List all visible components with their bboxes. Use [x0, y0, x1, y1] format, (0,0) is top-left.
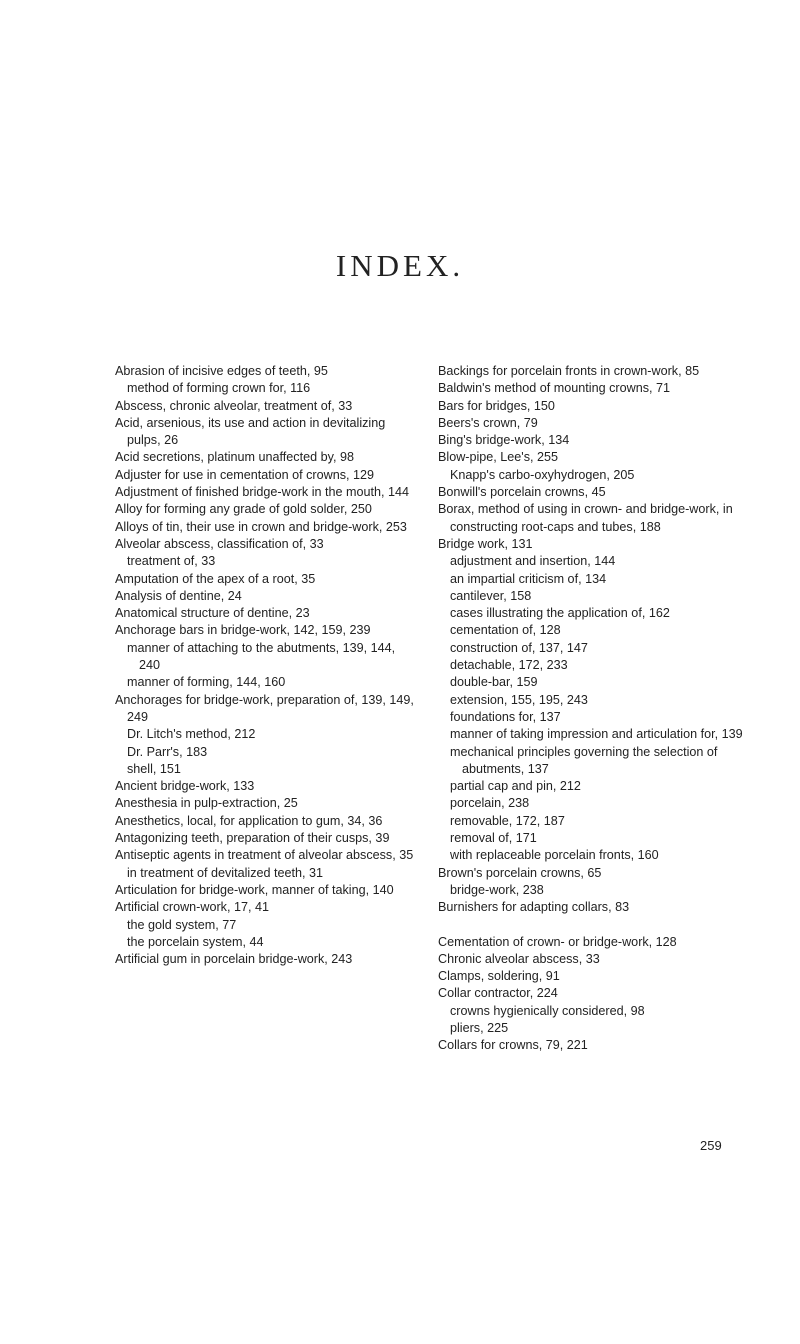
index-subentry: mechanical principles governing the selection of abutments, 137	[450, 744, 718, 776]
index-entry: Antiseptic agents in treatment of alveolar abscess, 35	[115, 848, 414, 863]
index-entry: Analysis of dentine, 24	[115, 588, 242, 603]
index-subentry: bridge-work, 238	[450, 882, 544, 897]
index-subentry: manner of forming, 144, 160	[127, 675, 286, 690]
index-subentry: Knapp's carbo-oxyhydrogen, 205	[450, 467, 635, 482]
index-entry: Abrasion of incisive edges of teeth, 95	[115, 364, 328, 378]
index-entry: Acid secretions, platinum unaffected by, 98	[115, 450, 354, 465]
index-entry: Anchorages for bridge-work, preparation of, 139, 149, 249	[115, 692, 414, 724]
page-title: INDEX.	[335, 248, 465, 283]
index-entry: Backings for porcelain fronts in crown-work, 85	[438, 364, 700, 378]
index-subentry: pliers, 225	[450, 1020, 509, 1035]
index-entry: Adjuster for use in cementation of crowns, 129	[115, 467, 375, 482]
index-entry: Burnishers for adapting collars, 83	[438, 900, 630, 915]
index-entry: Amputation of the apex of a root, 35	[115, 571, 316, 586]
index-subentry: double-bar, 159	[450, 675, 538, 690]
page-number: 259	[700, 1138, 722, 1153]
index-subentry: foundations for, 137	[450, 709, 561, 724]
index-subentry: removal of, 171	[450, 831, 537, 846]
index-entry: Alloys of tin, their use in crown and bridge-work, 253	[115, 519, 407, 534]
index-entry: Adjustment of finished bridge-work in the mouth, 144	[115, 485, 410, 500]
index-entry: Borax, method of using in crown- and bridge-work, in constructing root-caps and tubes, 188	[438, 502, 733, 534]
index-entry: Bing's bridge-work, 134	[438, 433, 570, 448]
index-subentry: method of forming crown for, 116	[127, 381, 311, 396]
index-entry: Bars for bridges, 150	[438, 398, 555, 413]
index-entry: Beers's crown, 79	[438, 415, 538, 430]
index-column-left	[115, 363, 415, 968]
index-subentry: construction of, 137, 147	[450, 640, 588, 655]
index-subentry: treatment of, 33	[127, 554, 216, 569]
index-subentry: extension, 155, 195, 243	[450, 692, 588, 707]
index-entry: Baldwin's method of mounting crowns, 71	[438, 381, 671, 396]
index-entry: Blow-pipe, Lee's, 255	[438, 450, 559, 465]
index-subentry: detachable, 172, 233	[450, 658, 568, 673]
index-entry: Alveolar abscess, classification of, 33	[115, 536, 324, 551]
index-subentry: in treatment of devitalized teeth, 31	[127, 865, 324, 880]
index-entry: Collar contractor, 224	[438, 986, 558, 1001]
index-entry: Abscess, chronic alveolar, treatment of, 33	[115, 398, 353, 413]
index-subentry: cases illustrating the application of, 162	[450, 606, 670, 621]
index-entry: Artificial gum in porcelain bridge-work, 243	[115, 952, 353, 967]
index-subentry: porcelain, 238	[450, 796, 530, 811]
index-column-right	[438, 363, 743, 1055]
index-subentry: the porcelain system, 44	[127, 934, 264, 949]
index-subentry: removable, 172, 187	[450, 813, 565, 828]
index-subentry: cementation of, 128	[450, 623, 561, 638]
index-subentry: cantilever, 158	[450, 588, 532, 603]
index-subentry: with replaceable porcelain fronts, 160	[450, 848, 659, 863]
index-subentry: manner of attaching to the abutments, 139, 144, 240	[127, 640, 396, 673]
index-entry: Antagonizing teeth, preparation of their cusps, 39	[115, 831, 390, 846]
index-subentry: Dr. Litch's method, 212	[127, 727, 256, 742]
index-subentry: adjustment and insertion, 144	[450, 554, 616, 569]
index-entry: Anatomical structure of dentine, 23	[115, 606, 310, 621]
index-entry: Bonwill's porcelain crowns, 45	[438, 485, 606, 500]
index-subentry: the gold system, 77	[127, 917, 237, 932]
section-gap	[438, 917, 743, 934]
index-entry: Cementation of crown- or bridge-work, 128	[438, 934, 677, 949]
index-entry: Alloy for forming any grade of gold solder, 250	[115, 502, 372, 517]
index-entry: Anchorage bars in bridge-work, 142, 159, 239	[115, 623, 371, 638]
index-entry: Collars for crowns, 79, 221	[438, 1038, 588, 1053]
index-entry: Artificial crown-work, 17, 41	[115, 900, 269, 915]
index-subentry: partial cap and pin, 212	[450, 779, 581, 794]
index-entry: Chronic alveolar abscess, 33	[438, 951, 600, 966]
index-entry: Anesthesia in pulp-extraction, 25	[115, 796, 298, 811]
index-entry: Acid, arsenious, its use and action in devitalizing pulps, 26	[115, 415, 386, 448]
index-subentry: manner of taking impression and articulation for, 139	[450, 727, 743, 742]
index-subentry: crowns hygienically considered, 98	[450, 1003, 645, 1018]
index-entry: Bridge work, 131	[438, 536, 533, 551]
index-entry: Ancient bridge-work, 133	[115, 779, 255, 794]
index-entry: Brown's porcelain crowns, 65	[438, 865, 602, 880]
index-entry: Clamps, soldering, 91	[438, 969, 560, 984]
index-entry: Anesthetics, local, for application to gum, 34, 36	[115, 813, 383, 828]
index-subentry: an impartial criticism of, 134	[450, 571, 607, 586]
index-entry: Articulation for bridge-work, manner of taking, 140	[115, 882, 394, 897]
index-subentry: shell, 151	[127, 761, 181, 776]
index-subentry: Dr. Parr's, 183	[127, 744, 208, 759]
